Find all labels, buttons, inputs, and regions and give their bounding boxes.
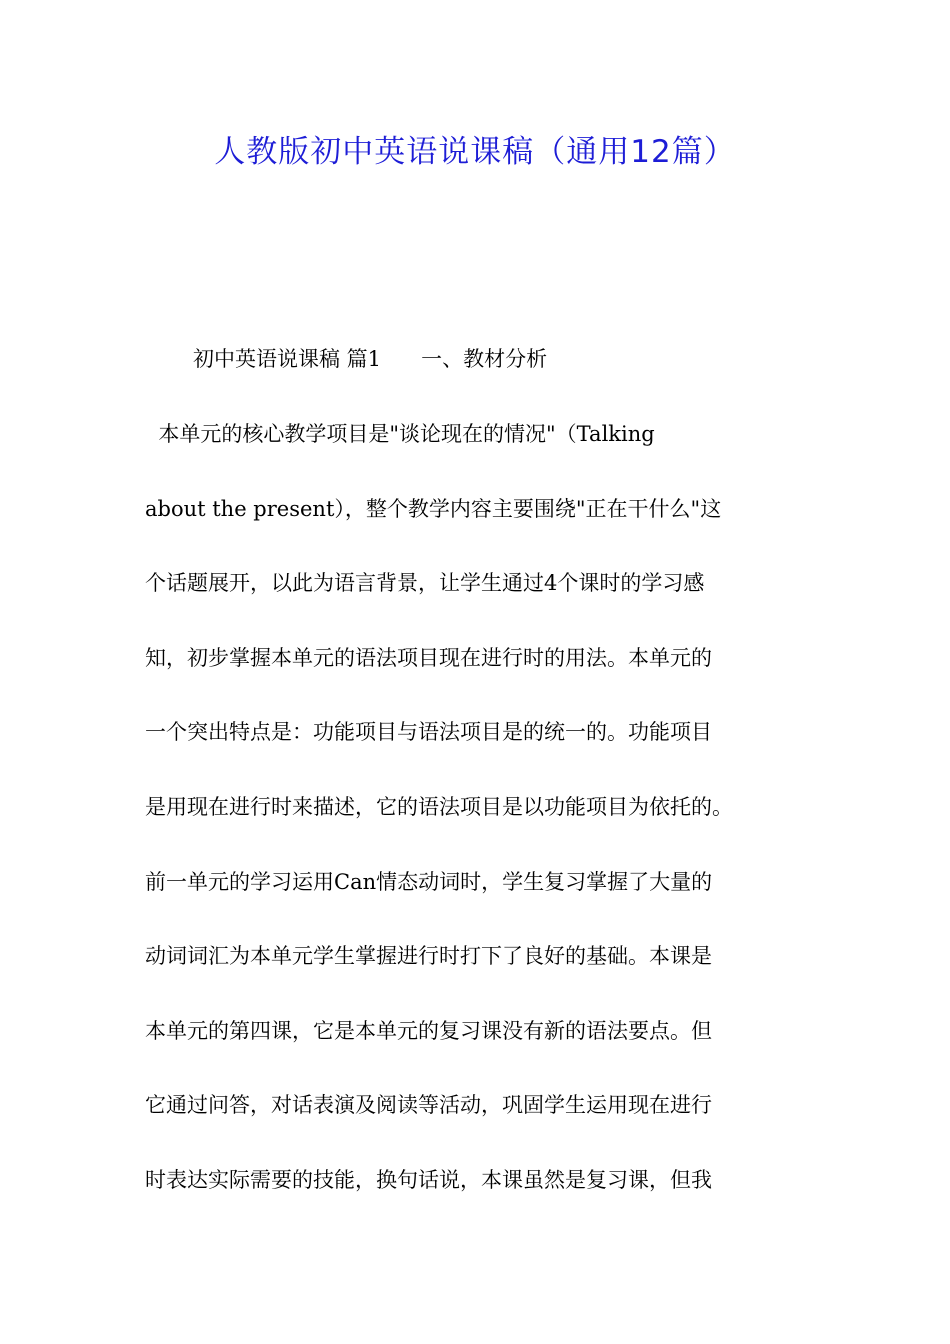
body-line: 是用现在进行时来描述，它的语法项目是以功能项目为依托的。 [145, 794, 733, 819]
body-paragraph [145, 415, 815, 1236]
body-line: 前一单元的学习运用Can情态动词时，学生复习掌握了大量的 [145, 869, 713, 894]
body-line: 时表达实际需要的技能，换句话说，本课虽然是复习课，但我 [145, 1167, 712, 1192]
body-line: 本单元的核心教学项目是"谈论现在的情况"（Talking [145, 422, 655, 446]
body-line: 本单元的第四课，它是本单元的复习课没有新的语法要点。但 [145, 1018, 712, 1043]
section-heading: 初中英语说课稿 篇1 一、教材分析 [193, 347, 548, 371]
body-line: 知，初步掌握本单元的语法项目现在进行时的用法。本单元的 [145, 645, 712, 670]
page-title: 人教版初中英语说课稿（通用12篇） [214, 134, 736, 170]
body-line: 动词词汇为本单元学生掌握进行时打下了良好的基础。本课是 [145, 944, 712, 969]
body-line: about the present），整个教学内容主要围绕"正在干什么"这 [145, 496, 722, 521]
body-line: 个话题展开，以此为语言背景，让学生通过4个课时的学习感 [145, 571, 705, 596]
body-line: 它通过问答，对话表演及阅读等活动，巩固学生运用现在进行 [145, 1093, 712, 1118]
body-line: 一个突出特点是：功能项目与语法项目是的统一的。功能项目 [145, 720, 712, 745]
